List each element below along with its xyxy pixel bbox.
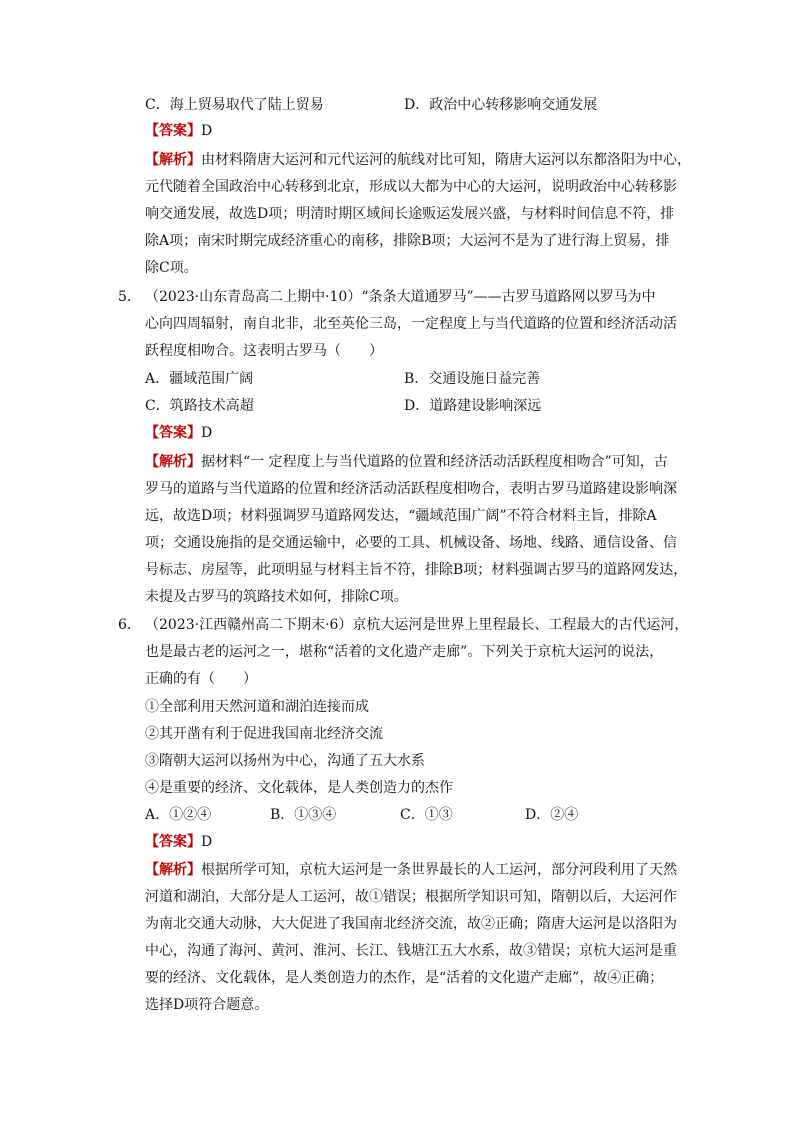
q5-analysis-line: 罗马的道路与当代道路的位置和经济活动活跃程度相吻合，表明古罗马道路建设影响深 [145, 481, 677, 497]
analysis-tag: 【解析】 [145, 152, 201, 168]
q4-analysis-line [145, 150, 691, 170]
q6-answer [145, 832, 212, 852]
q6-analysis-line: 中心，沟通了海河、黄河、淮河、长江、钱塘江五大水系，故③错误；京杭大运河是重 [145, 943, 677, 959]
q5-analysis-line: 项；交通设施指的是交通运输中，必要的工具、机械设备、场地、线路、通信设备、信 [145, 535, 677, 551]
q5-analysis-line [145, 452, 668, 472]
analysis-text: 根据所学可知，京杭大运河是一条世界最长的人工运河，部分河段利用了天然 [201, 862, 677, 878]
q5-analysis-line: 远，故选D项；材料强调罗马道路网发达，“疆域范围广阔”不符合材料主旨，排除A [145, 508, 657, 524]
q5-number: 5． [118, 289, 141, 305]
q6-analysis-line: 要的经济、文化载体，是人类创造力的杰作，是“活着的文化遗产走廊”，故④正确； [145, 970, 664, 986]
q6-stem-line: 正确的有（ ） [145, 671, 257, 687]
q5-answer [145, 423, 212, 443]
q4-option-c: C．海上贸易取代了陆上贸易 [145, 97, 324, 113]
q6-analysis-line [145, 860, 677, 880]
q6-stem-line: （2023·江西赣州高二下期末·6）京杭大运河是世界上里程最长、工程最大的古代运河， [145, 617, 689, 633]
q5-analysis-line: 未提及古罗马的筑路技术如何，排除C项。 [145, 589, 408, 605]
q6-statement: ④是重要的经济、文化载体，是人类创造力的杰作 [145, 780, 453, 796]
q5-analysis-line: 号标志、房屋等，此项明显与材料主旨不符，排除B项；材料强调古罗马的道路网发达， [145, 562, 688, 578]
answer-value: D [201, 834, 213, 850]
q5-stem-line: （2023·山东青岛高二上期中·10）“条条大道通罗马”——古罗马道路网以罗马为中 [145, 289, 656, 305]
answer-value: D [201, 123, 213, 139]
q6-analysis-line: 河道和湖泊，大部分是人工运河，故①错误；根据所学知识可知，隋朝以后，大运河作 [145, 889, 677, 905]
q5-option-a: A．疆域范围广阔 [145, 371, 254, 387]
q6-analysis-line: 选择D项符合题意。 [145, 997, 269, 1013]
analysis-tag: 【解析】 [145, 454, 201, 470]
q4-analysis-line: 除C项。 [145, 260, 198, 276]
q4-answer [145, 121, 212, 141]
q5-stem-line: 跃程度相吻合。这表明古罗马（ ） [145, 343, 383, 359]
analysis-text: 据材料“一 定程度上与当代道路的位置和经济活动活跃程度相吻合”可知，古 [201, 454, 668, 470]
analysis-tag: 【解析】 [145, 862, 201, 878]
q6-statement: ①全部利用天然河道和湖泊连接而成 [145, 699, 369, 715]
q6-statement: ③隋朝大运河以扬州为中心，沟通了五大水系 [145, 753, 425, 769]
q6-statement: ②其开凿有利于促进我国南北经济交流 [145, 726, 383, 742]
q5-option-d: D．道路建设影响深远 [404, 398, 542, 414]
q5-stem-line: 心向四周辐射，南自北非，北至英伦三岛，一定程度上与当代道路的位置和经济活动活 [145, 316, 677, 332]
q4-analysis-line: 元代随着全国政治中心转移到北京，形成以大都为中心的大运河，说明政治中心转移影 [145, 179, 677, 195]
q6-option-d: D．②④ [525, 807, 579, 823]
answer-tag: 【答案】 [145, 425, 201, 441]
q4-analysis-line: 响交通发展，故选D项；明清时期区域间长途贩运发展兴盛，与材料时间信息不符，排 [145, 206, 675, 222]
answer-value: D [201, 425, 213, 441]
q6-option-c: C．①③ [400, 807, 453, 823]
answer-tag: 【答案】 [145, 123, 201, 139]
q6-analysis-line: 为南北交通大动脉，大大促进了我国南北经济交流，故②正确；隋唐大运河是以洛阳为 [145, 916, 677, 932]
q4-option-d: D．政治中心转移影响交通发展 [404, 97, 598, 113]
q5-option-c: C．筑路技术高超 [145, 398, 254, 414]
analysis-text: 由材料隋唐大运河和元代运河的航线对比可知，隋唐大运河以东都洛阳为中心， [201, 152, 691, 168]
q6-option-b: B．①③④ [270, 807, 337, 823]
q6-option-a: A．①②④ [145, 807, 212, 823]
q6-stem-line: 也是最古老的运河之一，堪称“活着的文化遗产走廊”。下列关于京杭大运河的说法， [145, 644, 664, 660]
q6-number: 6． [118, 617, 141, 633]
q5-option-b: B．交通设施日益完善 [404, 371, 541, 387]
q4-analysis-line: 除A项；南宋时期完成经济重心的南移，排除B项；大运河不是为了进行海上贸易，排 [145, 233, 670, 249]
answer-tag: 【答案】 [145, 834, 201, 850]
